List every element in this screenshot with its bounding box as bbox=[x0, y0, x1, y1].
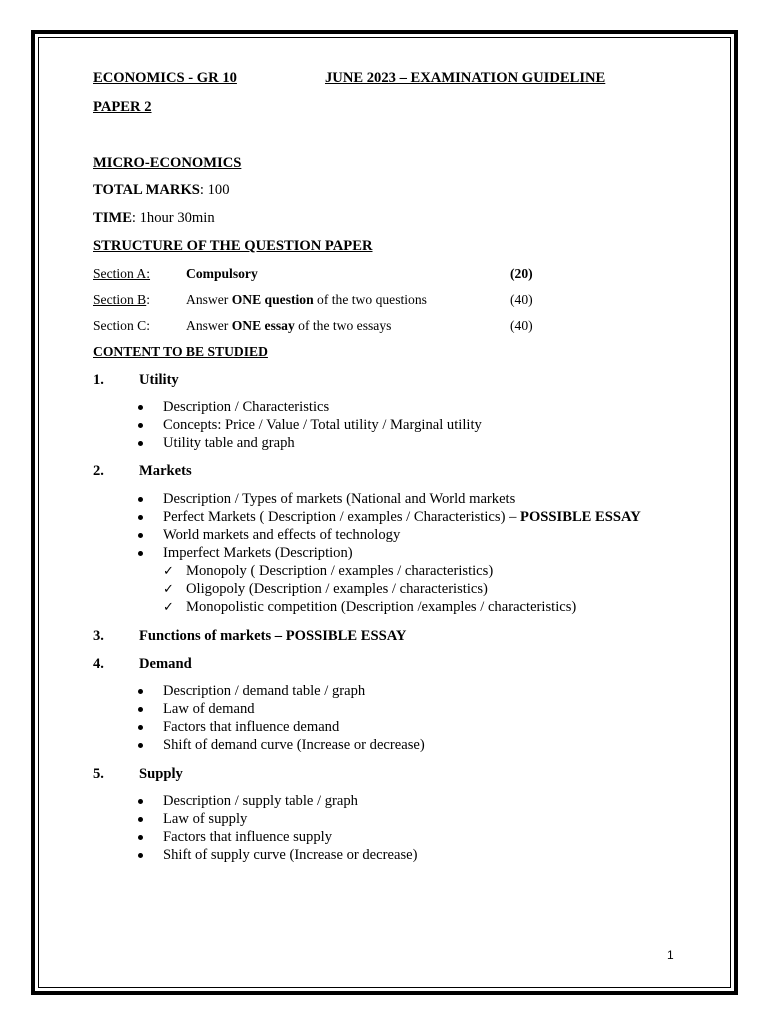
content-heading: CONTENT TO BE STUDIED bbox=[93, 344, 268, 359]
time-value: : 1hour 30min bbox=[131, 210, 215, 226]
list-item: ✓ Monopoly ( Description / examples / characteristics) bbox=[163, 563, 494, 579]
list-item: Shift of supply curve (Increase or decrease) bbox=[163, 846, 417, 864]
bullet-icon bbox=[138, 707, 143, 712]
bullet-icon bbox=[138, 515, 143, 520]
document-title: JUNE 2023 – EXAMINATION GUIDELINE bbox=[325, 70, 606, 86]
checkmark-icon: ✓ bbox=[163, 581, 174, 596]
time-allowed bbox=[93, 210, 215, 227]
list-item: World markets and effects of technology bbox=[163, 526, 641, 544]
list-item: Perfect Markets ( Description / examples / Characteristics) – POSSIBLE ESSAY bbox=[163, 508, 641, 526]
bullet-icon bbox=[138, 835, 143, 840]
bullet-icon bbox=[138, 689, 143, 694]
topic-heading: MICRO-ECONOMICS bbox=[93, 155, 242, 171]
section-name: Section A: bbox=[93, 266, 151, 281]
imperfect-markets-list bbox=[163, 562, 577, 616]
structure-heading: STRUCTURE OF THE QUESTION PAPER bbox=[93, 238, 373, 254]
section-marks: (40) bbox=[510, 318, 533, 333]
utility-list bbox=[163, 398, 482, 452]
section-description: Answer ONE question of the two questions bbox=[186, 292, 427, 307]
list-item: Factors that influence demand bbox=[163, 718, 425, 736]
page-number: 1 bbox=[667, 948, 674, 962]
list-item: Shift of demand curve (Increase or decrease) bbox=[163, 736, 425, 754]
section-row bbox=[93, 291, 553, 309]
section-row bbox=[93, 265, 553, 283]
time-label: TIME bbox=[93, 210, 132, 226]
section-marks: (40) bbox=[510, 292, 533, 307]
section-description: Answer ONE essay of the two essays bbox=[186, 318, 392, 333]
bullet-icon bbox=[138, 551, 143, 556]
bullet-icon bbox=[138, 497, 143, 502]
bullet-icon bbox=[138, 853, 143, 858]
bullet-icon bbox=[138, 423, 143, 428]
bullet-icon bbox=[138, 725, 143, 730]
checkmark-icon: ✓ bbox=[163, 563, 174, 578]
list-item: Law of demand bbox=[163, 700, 425, 718]
section-row bbox=[93, 317, 553, 335]
bullet-icon bbox=[138, 743, 143, 748]
section-description: Compulsory bbox=[186, 266, 258, 281]
total-marks-label: TOTAL MARKS bbox=[93, 182, 200, 198]
list-item: Utility table and graph bbox=[163, 434, 482, 452]
total-marks bbox=[93, 182, 230, 199]
list-item: Law of supply bbox=[163, 810, 417, 828]
section-name: Section C: bbox=[93, 318, 151, 333]
bullet-icon bbox=[138, 817, 143, 822]
demand-list bbox=[163, 682, 425, 754]
list-item: ✓ Oligopoly (Description / examples / characteristics) bbox=[163, 581, 488, 597]
paper-label: PAPER 2 bbox=[93, 99, 152, 115]
section-marks: (20) bbox=[510, 266, 533, 281]
bullet-icon bbox=[138, 441, 143, 446]
list-item: Imperfect Markets (Description) bbox=[163, 544, 641, 562]
list-item: ✓ Monopolistic competition (Description /examples / characteristics) bbox=[163, 599, 577, 615]
list-item: Factors that influence supply bbox=[163, 828, 417, 846]
list-item: Description / Types of markets (National and World markets bbox=[163, 490, 641, 508]
subject-heading: ECONOMICS - GR 10 bbox=[93, 70, 237, 86]
section-name: Section B: bbox=[93, 292, 151, 307]
markets-list bbox=[163, 490, 641, 562]
list-item: Concepts: Price / Value / Total utility / Marginal utility bbox=[163, 416, 482, 434]
list-item: Description / Characteristics bbox=[163, 398, 482, 416]
list-item: Description / supply table / graph bbox=[163, 792, 417, 810]
supply-list bbox=[163, 792, 417, 864]
total-marks-value: : 100 bbox=[199, 182, 230, 198]
bullet-icon bbox=[138, 405, 143, 410]
checkmark-icon: ✓ bbox=[163, 599, 174, 614]
list-item: Description / demand table / graph bbox=[163, 682, 425, 700]
bullet-icon bbox=[138, 533, 143, 538]
bullet-icon bbox=[138, 799, 143, 804]
